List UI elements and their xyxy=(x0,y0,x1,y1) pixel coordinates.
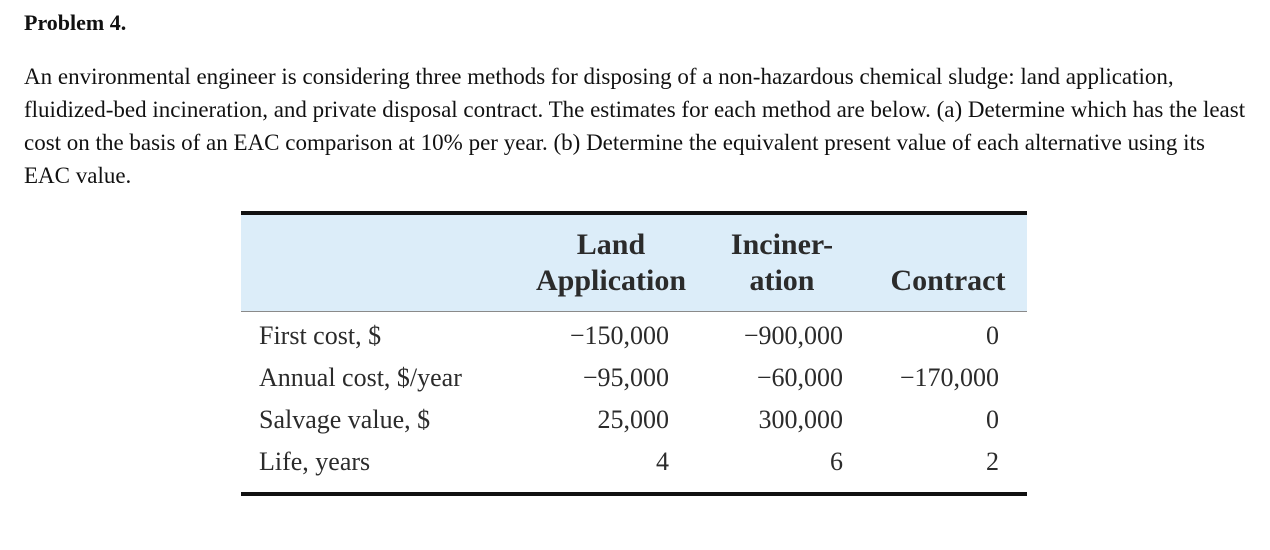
header-blank xyxy=(241,213,527,312)
table-row-first-cost xyxy=(241,312,1027,358)
header-land-line1: Land xyxy=(576,228,646,261)
table-body xyxy=(241,312,1027,495)
row-label: Salvage value, $ xyxy=(259,405,431,434)
row-label: Annual cost, $/year xyxy=(259,363,462,392)
estimates-table xyxy=(241,211,1027,496)
table-row-annual-cost xyxy=(241,357,1027,399)
problem-heading: Problem 4. xyxy=(24,10,127,35)
header-incineration xyxy=(695,213,869,312)
header-contract xyxy=(869,213,1027,312)
header-land-line2: Application xyxy=(535,264,687,297)
estimates-table-container xyxy=(241,211,1027,496)
cell-incineration: −60,000 xyxy=(756,363,843,392)
row-label: Life, years xyxy=(259,447,371,476)
cell-contract: −170,000 xyxy=(899,363,999,392)
cell-contract: 0 xyxy=(986,321,999,350)
header-incin-line2: ation xyxy=(749,264,815,297)
table-row-life xyxy=(241,441,1027,494)
cell-incineration: −900,000 xyxy=(743,321,843,350)
cell-land: −95,000 xyxy=(582,363,669,392)
cell-contract: 2 xyxy=(986,447,999,476)
header-row xyxy=(241,213,1027,312)
cell-incineration: 300,000 xyxy=(758,405,843,434)
header-incin-line1: Inciner- xyxy=(730,228,834,261)
header-land-application xyxy=(527,213,695,312)
table-header xyxy=(241,213,1027,312)
header-contract-label: Contract xyxy=(890,264,1006,297)
cell-land: −150,000 xyxy=(569,321,669,350)
row-label: First cost, $ xyxy=(259,321,382,350)
cell-land: 25,000 xyxy=(597,405,669,434)
cell-incineration: 6 xyxy=(830,447,843,476)
cell-land: 4 xyxy=(656,447,669,476)
problem-statement: An environmental engineer is considering three methods for disposing of a non-hazardous chemical sludge: land application, fluidized-bed incineration, and private disposal contract. The estimates for each method are below. (a) Determine which has the least cost on the basis of an EAC comparison at 10% per year. (b) Determine the equivalent present value of each alternative using its EAC value. xyxy=(24,64,1246,188)
table-row-salvage-value xyxy=(241,399,1027,441)
cell-contract: 0 xyxy=(986,405,999,434)
